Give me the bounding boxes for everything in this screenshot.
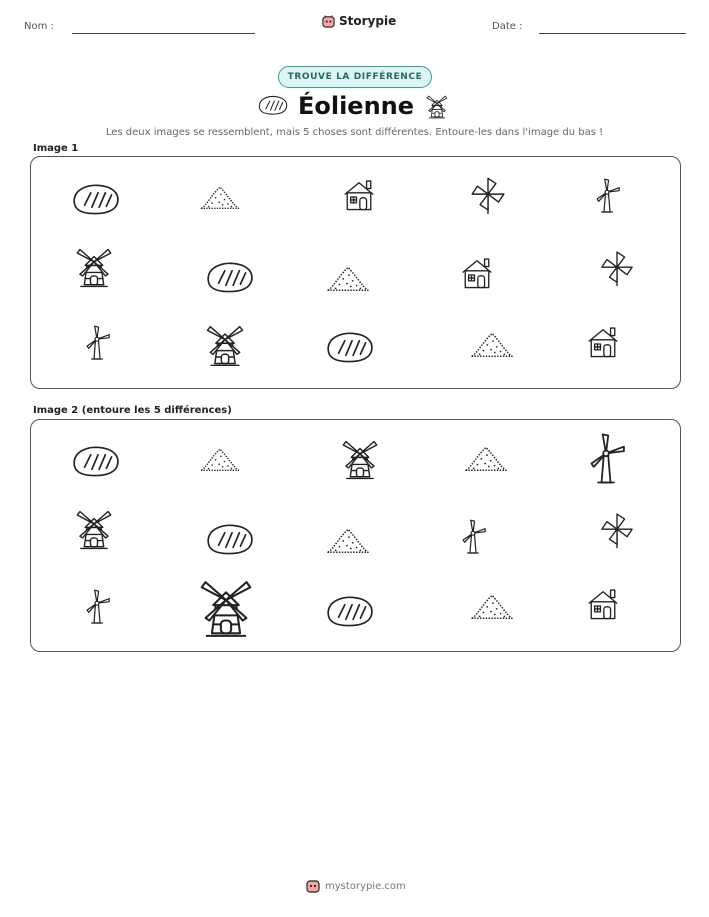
bread-icon bbox=[256, 92, 290, 118]
wind-turbine-icon bbox=[78, 582, 116, 632]
windmill-icon bbox=[424, 92, 450, 122]
name-field[interactable] bbox=[72, 33, 255, 34]
windmill-icon bbox=[194, 574, 258, 644]
image2-label: Image 2 (entoure les 5 différences) bbox=[33, 405, 232, 416]
page-title: Éolienne bbox=[297, 92, 415, 120]
storypie-logo-icon bbox=[306, 879, 320, 893]
sand-pile-icon bbox=[324, 520, 372, 558]
sand-pile-icon bbox=[324, 258, 372, 296]
pinwheel-icon bbox=[596, 506, 638, 554]
house-icon bbox=[456, 254, 498, 296]
date-label: Date : bbox=[492, 21, 523, 32]
windmill-icon bbox=[338, 436, 382, 484]
sand-pile-icon bbox=[468, 586, 516, 624]
pinwheel-icon bbox=[466, 172, 510, 218]
windmill-icon bbox=[72, 244, 116, 292]
bread-icon bbox=[324, 326, 376, 368]
brand-logo bbox=[322, 14, 396, 28]
bread-icon bbox=[70, 178, 122, 220]
windmill-icon bbox=[202, 322, 248, 370]
bread-icon bbox=[204, 256, 256, 298]
sand-pile-icon bbox=[462, 438, 510, 476]
wind-turbine-icon bbox=[578, 424, 634, 494]
house-icon bbox=[582, 322, 624, 366]
bread-icon bbox=[70, 440, 122, 482]
sand-pile-icon bbox=[468, 324, 516, 362]
brand-name: Storypie bbox=[339, 14, 397, 28]
house-icon bbox=[338, 176, 380, 218]
find-difference-badge: TROUVE LA DIFFÉRENCE bbox=[278, 66, 432, 88]
wind-turbine-icon bbox=[78, 318, 116, 368]
wind-turbine-icon bbox=[454, 512, 492, 562]
image1-label: Image 1 bbox=[33, 143, 79, 154]
footer bbox=[306, 879, 406, 893]
sand-pile-icon bbox=[198, 178, 242, 214]
footer-url[interactable]: mystorypie.com bbox=[325, 880, 406, 892]
storypie-logo-icon bbox=[322, 15, 335, 28]
instructions: Les deux images se ressemblent, mais 5 choses sont différentes. Entoure-les dans l'image du bas ! bbox=[105, 127, 604, 138]
pinwheel-icon bbox=[596, 244, 638, 292]
house-icon bbox=[582, 584, 624, 628]
name-label: Nom : bbox=[24, 21, 54, 32]
bread-icon bbox=[204, 518, 256, 560]
wind-turbine-icon bbox=[588, 172, 626, 220]
bread-icon bbox=[324, 590, 376, 632]
date-field[interactable] bbox=[539, 33, 686, 34]
windmill-icon bbox=[72, 506, 116, 554]
sand-pile-icon bbox=[198, 440, 242, 476]
